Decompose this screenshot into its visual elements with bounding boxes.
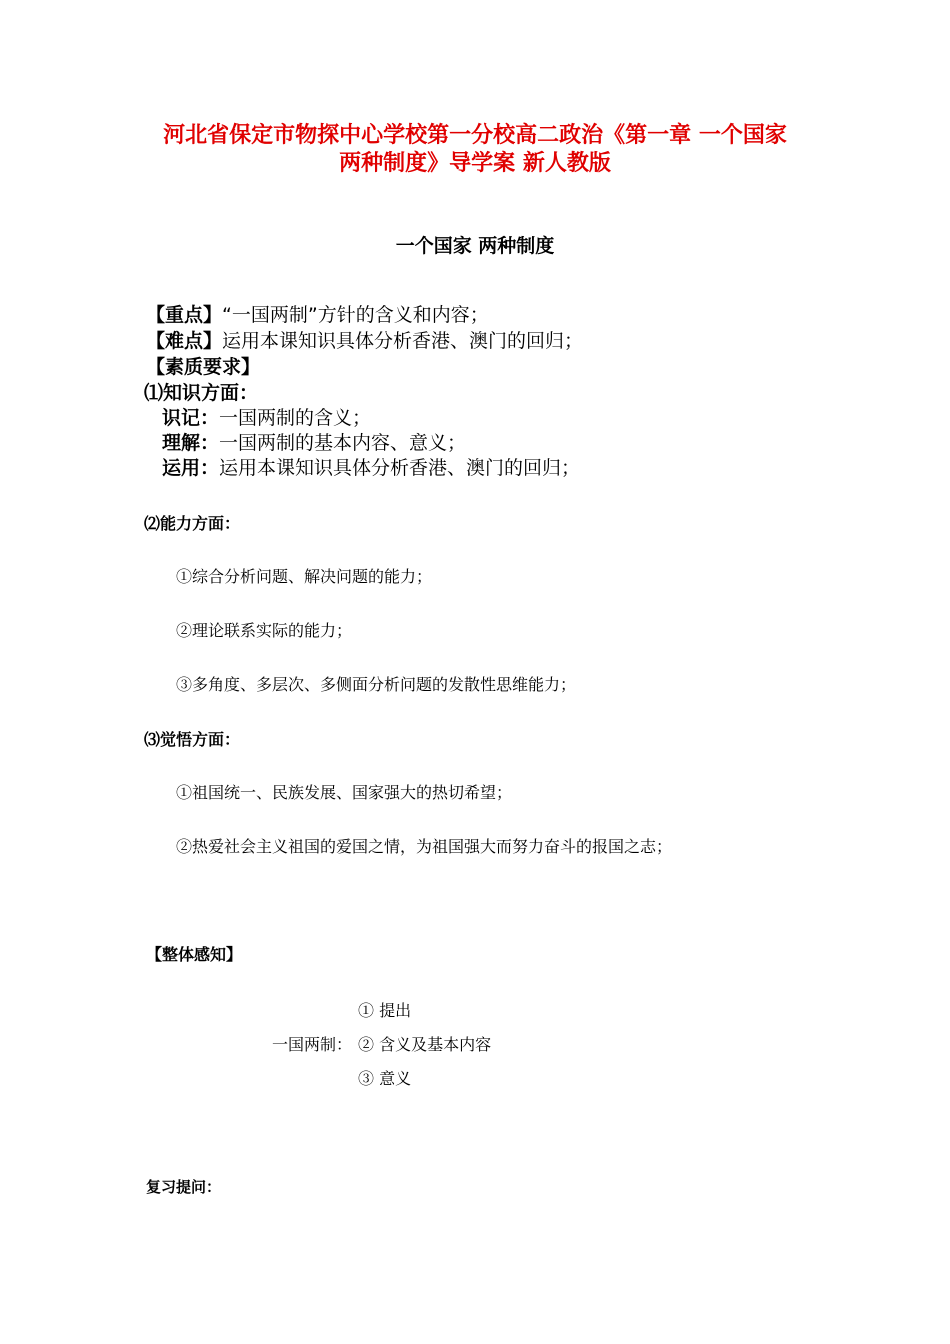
overview-root: 一国两制：	[272, 1035, 353, 1054]
knowledge-heading: ⑴知识方面：	[144, 382, 259, 404]
overview-heading: 【整体感知】	[146, 945, 243, 964]
focus-label: 【重点】	[146, 304, 223, 326]
overview-branch: ③ 意义	[358, 1069, 412, 1088]
awareness-heading: ⑶觉悟方面：	[144, 730, 241, 749]
review-heading: 复习提问：	[146, 1178, 222, 1196]
awareness-item: ②热爱社会主义祖国的爱国之情，为祖国强大而努力奋斗的报国之志；	[176, 837, 673, 856]
ability-item: ①综合分析问题、解决问题的能力；	[176, 567, 433, 586]
document-title-line2: 两种制度》导学案 新人教版	[339, 151, 611, 176]
quality-heading	[146, 352, 260, 379]
ability-heading: ⑵能力方面：	[144, 514, 241, 533]
overview-branch: ① 提出	[358, 1001, 412, 1020]
document-title-line1: 河北省保定市物探中心学校第一分校高二政治《第一章 一个国家	[163, 123, 787, 148]
lesson-subtitle: 一个国家 两种制度	[395, 235, 555, 257]
quality-label: 【素质要求】	[146, 356, 261, 378]
knowledge-item: 运用：运用本课知识具体分析香港、澳门的回归；	[162, 457, 581, 479]
focus-text: “一国两制”方针的含义和内容；	[222, 304, 489, 326]
difficulty-line	[146, 326, 583, 353]
ability-item: ②理论联系实际的能力；	[176, 621, 353, 640]
focus-line	[146, 300, 489, 327]
difficulty-label: 【难点】	[146, 330, 223, 352]
overview-branch: ② 含义及基本内容	[358, 1035, 492, 1054]
difficulty-text: 运用本课知识具体分析香港、澳门的回归；	[222, 330, 584, 352]
ability-item: ③多角度、多层次、多侧面分析问题的发散性思维能力；	[176, 675, 577, 694]
knowledge-item: 理解：一国两制的基本内容、意义；	[162, 432, 467, 454]
knowledge-item: 识记：一国两制的含义；	[162, 407, 372, 429]
awareness-item: ①祖国统一、民族发展、国家强大的热切希望；	[176, 783, 513, 802]
